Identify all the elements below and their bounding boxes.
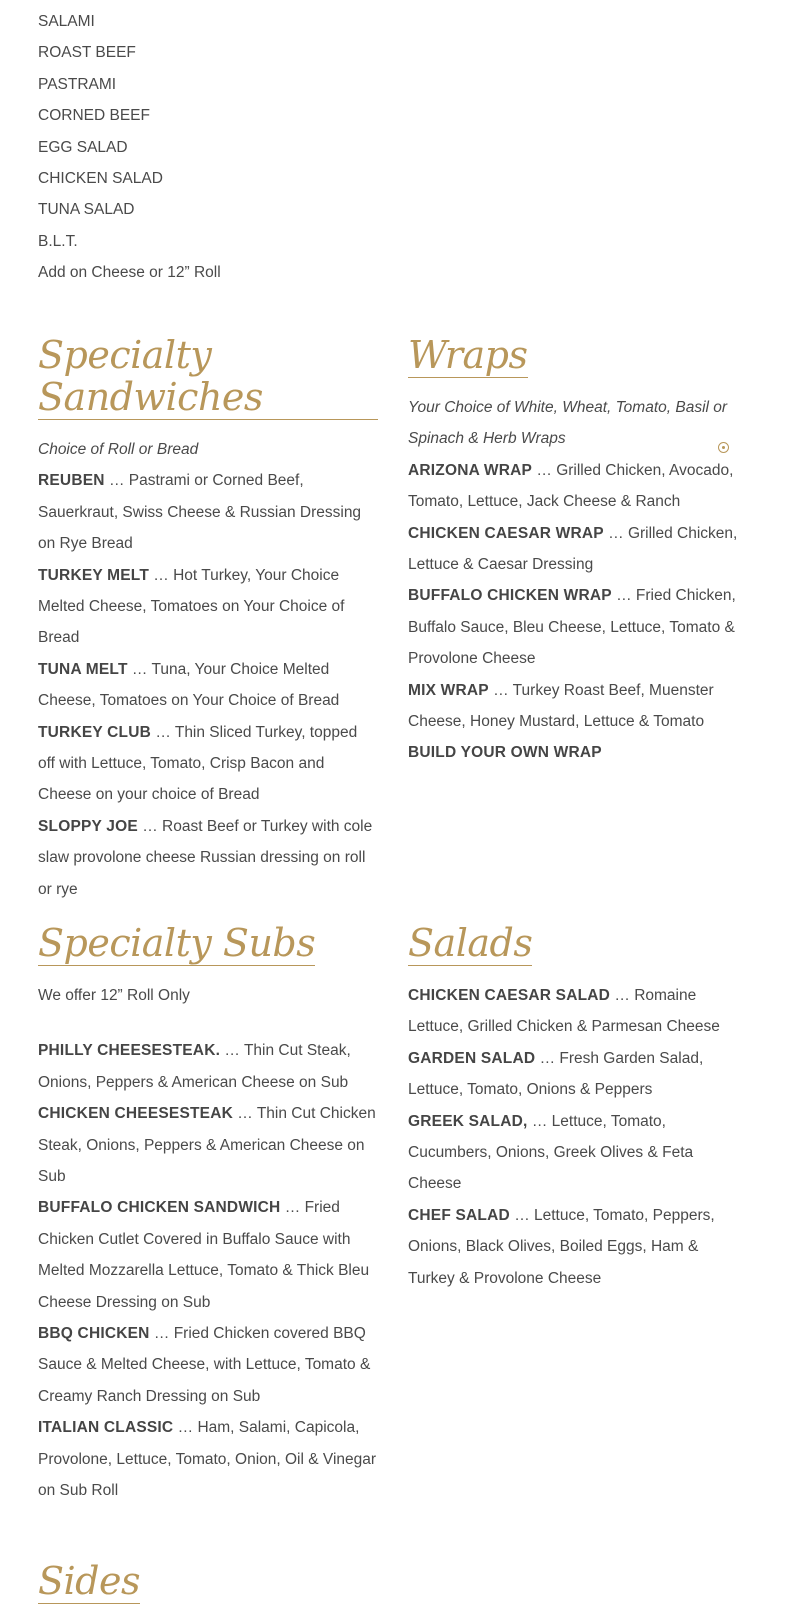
menu-item xyxy=(38,465,378,559)
item-desc: … Pastrami or Corned Beef, Sauerkraut, Swiss Cheese & Russian Dressing on Rye Bread xyxy=(38,472,362,553)
list-item: CORNED BEEF xyxy=(38,107,150,125)
item-name: CHICKEN CAESAR SALAD xyxy=(408,987,611,1004)
item-desc: … Lettuce, Tomato, Peppers, Onions, Black Olives, Boiled Eggs, Ham & Turkey & Provolone Cheese xyxy=(408,1206,715,1287)
item-desc: … Grilled Chicken, Lettuce & Caesar Dressing xyxy=(408,524,738,574)
specialty-sandwiches-section xyxy=(38,334,378,905)
item-desc: … Fresh Garden Salad, Lettuce, Tomato, Onions & Peppers xyxy=(408,1049,704,1099)
wraps-section xyxy=(408,334,748,769)
specialty-subs-section xyxy=(38,922,378,1507)
section-title: Salads xyxy=(408,921,533,965)
menu-item xyxy=(408,455,748,518)
menu-item xyxy=(38,560,378,654)
item-desc: … Ham, Salami, Capicola, Provolone, Lettuce, Tomato, Onion, Oil & Vinegar on Sub Roll xyxy=(38,1419,377,1500)
item-desc: … Lettuce, Tomato, Cucumbers, Onions, Greek Olives & Feta Cheese xyxy=(408,1112,694,1193)
item-name: CHEF SALAD xyxy=(408,1206,510,1224)
item-name: PHILLY CHEESESTEAK. xyxy=(38,1042,221,1060)
item-name: ARIZONA WRAP xyxy=(408,461,533,479)
item-name: CHICKEN CHEESESTEAK xyxy=(38,1105,233,1123)
menu-item xyxy=(408,518,748,581)
item-name: TUNA MELT xyxy=(38,660,128,678)
menu-item xyxy=(408,675,748,738)
list-item: SALAMI xyxy=(38,13,95,30)
salads-section xyxy=(408,922,748,1294)
item-name: GREEK SALAD, xyxy=(408,1112,528,1130)
menu-item xyxy=(38,1098,378,1192)
section-title: Wraps xyxy=(408,333,528,377)
menu-item xyxy=(408,1043,748,1106)
target-dot-icon[interactable] xyxy=(718,442,729,453)
sides-section-title: Sides xyxy=(38,1559,140,1603)
item-desc: … Thin Sliced Turkey, topped off with Lettuce, Tomato, Crisp Bacon and Cheese on your choice of Bread xyxy=(38,723,358,804)
list-item: PASTRAMI xyxy=(38,75,117,93)
section-note: We offer 12” Roll Only xyxy=(38,987,190,1004)
menu-item xyxy=(408,580,748,674)
item-name: GARDEN SALAD xyxy=(408,1049,536,1067)
section-title: Specialty Sandwiches xyxy=(38,334,378,420)
item-name: TURKEY CLUB xyxy=(38,723,152,741)
item-desc: … Tuna, Your Choice Melted Cheese, Tomatoes on Your Choice of Bread xyxy=(38,660,340,710)
menu-item xyxy=(38,654,378,717)
list-item: ROAST BEEF xyxy=(38,44,136,62)
item-name: MIX WRAP xyxy=(408,681,489,699)
item-name: SLOPPY JOE xyxy=(38,817,138,835)
item-name: BUFFALO CHICKEN WRAP xyxy=(408,587,612,605)
menu-item xyxy=(38,717,378,811)
deli-sandwich-list xyxy=(38,6,358,289)
item-desc: … Roast Beef or Turkey with cole slaw provolone cheese Russian dressing on roll or rye xyxy=(38,817,373,898)
item-desc: … Fried Chicken, Buffalo Sauce, Bleu Cheese, Lettuce, Tomato & Provolone Cheese xyxy=(408,587,736,668)
list-item: EGG SALAD xyxy=(38,138,128,156)
item-desc: … Turkey Roast Beef, Muenster Cheese, Honey Mustard, Lettuce & Tomato xyxy=(408,681,714,731)
menu-item xyxy=(408,1200,748,1294)
section-note: Your Choice of White, Wheat, Tomato, Basil or Spinach & Herb Wraps xyxy=(408,399,728,448)
item-name: TURKEY MELT xyxy=(38,566,149,584)
menu-item xyxy=(38,1412,378,1506)
item-name: CHICKEN CAESAR WRAP xyxy=(408,524,604,542)
menu-item xyxy=(408,737,748,768)
item-name: BUFFALO CHICKEN SANDWICH xyxy=(38,1199,281,1217)
item-desc: … Hot Turkey, Your Choice Melted Cheese, Tomatoes on Your Choice of Bread xyxy=(38,566,345,647)
item-name: ITALIAN CLASSIC xyxy=(38,1419,174,1437)
menu-item xyxy=(38,1318,378,1412)
menu-item xyxy=(38,1035,378,1098)
menu-item xyxy=(408,1106,748,1200)
section-title: Specialty Subs xyxy=(38,921,316,965)
menu-item xyxy=(38,811,378,905)
item-desc: … Grilled Chicken, Avocado, Tomato, Lettuce, Jack Cheese & Ranch xyxy=(408,461,734,511)
item-desc: … Thin Cut Steak, Onions, Peppers & American Cheese on Sub xyxy=(38,1042,351,1091)
list-item: CHICKEN SALAD xyxy=(38,170,163,188)
item-name: REUBEN xyxy=(38,472,105,490)
item-name: BUILD YOUR OWN WRAP xyxy=(408,744,602,762)
item-desc: … Romaine Lettuce, Grilled Chicken & Parmesan Cheese xyxy=(408,987,720,1036)
list-item: TUNA SALAD xyxy=(38,201,135,219)
item-desc: … Fried Chicken Cutlet Covered in Buffalo Sauce with Melted Mozzarella Lettuce, Tomato & Thick Bleu Cheese Dressing on Sub xyxy=(38,1199,370,1311)
section-note: Choice of Roll or Bread xyxy=(38,441,199,458)
item-desc: … Thin Cut Chicken Steak, Onions, Peppers & American Cheese on Sub xyxy=(38,1105,376,1186)
list-item: Add on Cheese or 12” Roll xyxy=(38,264,221,282)
menu-item xyxy=(38,1192,378,1318)
item-desc: … Fried Chicken covered BBQ Sauce & Melted Cheese, with Lettuce, Tomato & Creamy Ranch Dressing on Sub xyxy=(38,1325,371,1405)
item-name: BBQ CHICKEN xyxy=(38,1325,150,1343)
list-item: B.L.T. xyxy=(38,232,78,250)
menu-item xyxy=(408,980,748,1043)
